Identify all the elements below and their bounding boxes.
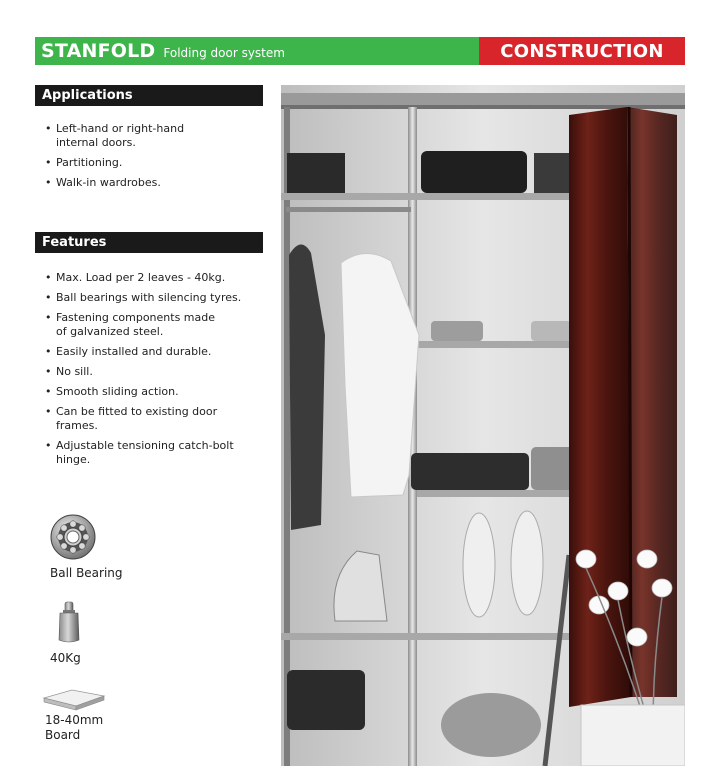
list-item: • Easily installed and durable. <box>45 345 255 359</box>
features-list <box>45 271 255 473</box>
section-banner <box>479 37 685 65</box>
features-header <box>35 232 263 253</box>
weight-icon <box>55 600 83 644</box>
list-item: • Left-hand or right-hand internal doors. <box>45 122 205 150</box>
board-icon <box>42 688 106 712</box>
list-item: • Smooth sliding action. <box>45 385 255 399</box>
list-item: • Can be fitted to existing door frames. <box>45 405 255 433</box>
applications-header <box>35 85 263 106</box>
brand-tagline: Folding door system <box>163 46 285 60</box>
weight-label: 40Kg <box>50 651 81 665</box>
applications-list <box>45 122 205 196</box>
applications-title: Applications <box>42 88 133 103</box>
ball-bearing-label: Ball Bearing <box>50 566 123 580</box>
list-item: • Max. Load per 2 leaves - 40kg. <box>45 271 255 285</box>
list-item: • No sill. <box>45 365 255 379</box>
list-item: • Walk-in wardrobes. <box>45 176 205 190</box>
wardrobe-photo <box>281 85 685 766</box>
list-item: • Partitioning. <box>45 156 205 170</box>
section-title: CONSTRUCTION <box>500 40 664 62</box>
list-item: • Fastening components made of galvanized steel. <box>45 311 226 339</box>
ball-bearing-icon <box>50 514 96 560</box>
list-item: • Adjustable tensioning catch-bolt hinge. <box>45 439 246 467</box>
header-banner <box>35 37 479 65</box>
brand-name: STANFOLD <box>41 40 156 62</box>
features-title: Features <box>42 235 107 250</box>
list-item: • Ball bearings with silencing tyres. <box>45 291 255 305</box>
board-label: 18-40mm Board <box>45 713 104 742</box>
